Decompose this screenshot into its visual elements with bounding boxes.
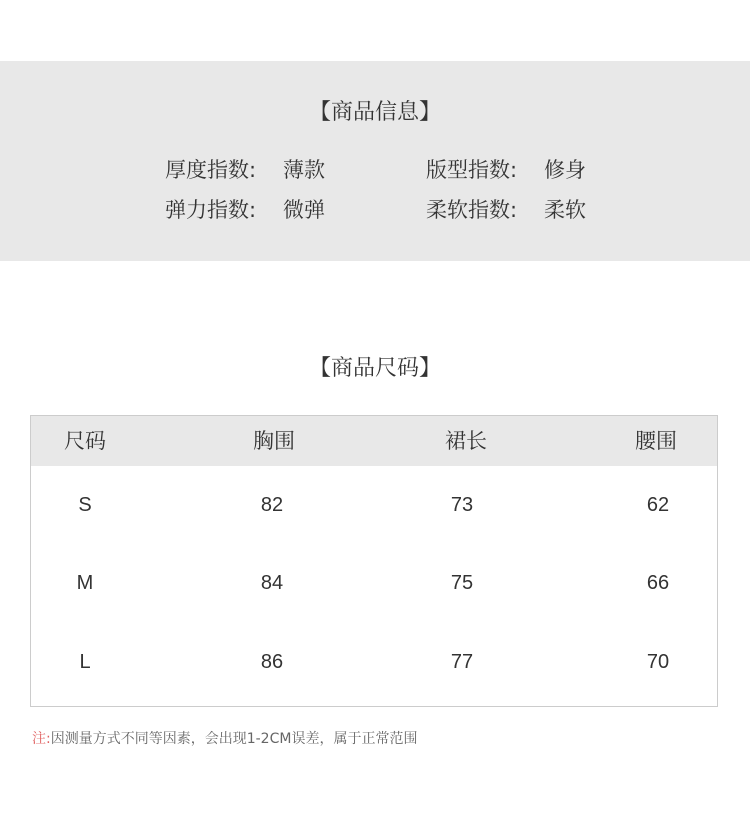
header-bust: 胸围 — [253, 429, 295, 453]
cell-size: M — [76, 572, 94, 594]
header-size: 尺码 — [64, 429, 106, 453]
note-text: 因测量方式不同等因素，会出现1-2CM误差，属于正常范围 — [50, 731, 418, 747]
attr-label: 柔软指数: — [426, 198, 518, 222]
attr-label: 版型指数: — [426, 158, 518, 182]
attr-label: 弹力指数: — [165, 198, 257, 222]
product-info-panel — [0, 61, 750, 261]
size-chart-title: 【商品尺码】 — [308, 356, 441, 381]
cell-size: L — [79, 651, 91, 673]
cell-waist: 66 — [646, 572, 670, 594]
product-info-title: 【商品信息】 — [308, 100, 441, 125]
cell-bust: 84 — [260, 572, 284, 594]
size-table — [30, 415, 718, 707]
attr-thickness — [165, 155, 325, 185]
cell-waist: 62 — [646, 494, 670, 516]
header-waist: 腰围 — [635, 429, 677, 453]
attr-value: 微弹 — [283, 198, 325, 222]
attr-value: 修身 — [544, 158, 586, 182]
table-header — [31, 416, 717, 466]
cell-length: 75 — [450, 572, 474, 594]
cell-size: S — [78, 494, 92, 516]
attr-elasticity — [165, 195, 325, 225]
measurement-note — [32, 729, 417, 749]
attr-label: 厚度指数: — [165, 158, 257, 182]
cell-bust: 82 — [260, 494, 284, 516]
attr-value: 柔软 — [544, 198, 586, 222]
cell-bust: 86 — [260, 651, 284, 673]
note-label: 注: — [32, 731, 51, 747]
cell-waist: 70 — [646, 651, 670, 673]
attr-fit — [426, 155, 586, 185]
attr-value: 薄款 — [283, 158, 325, 182]
cell-length: 77 — [450, 651, 474, 673]
header-length: 裙长 — [445, 429, 487, 453]
attr-softness — [426, 195, 586, 225]
cell-length: 73 — [450, 494, 474, 516]
